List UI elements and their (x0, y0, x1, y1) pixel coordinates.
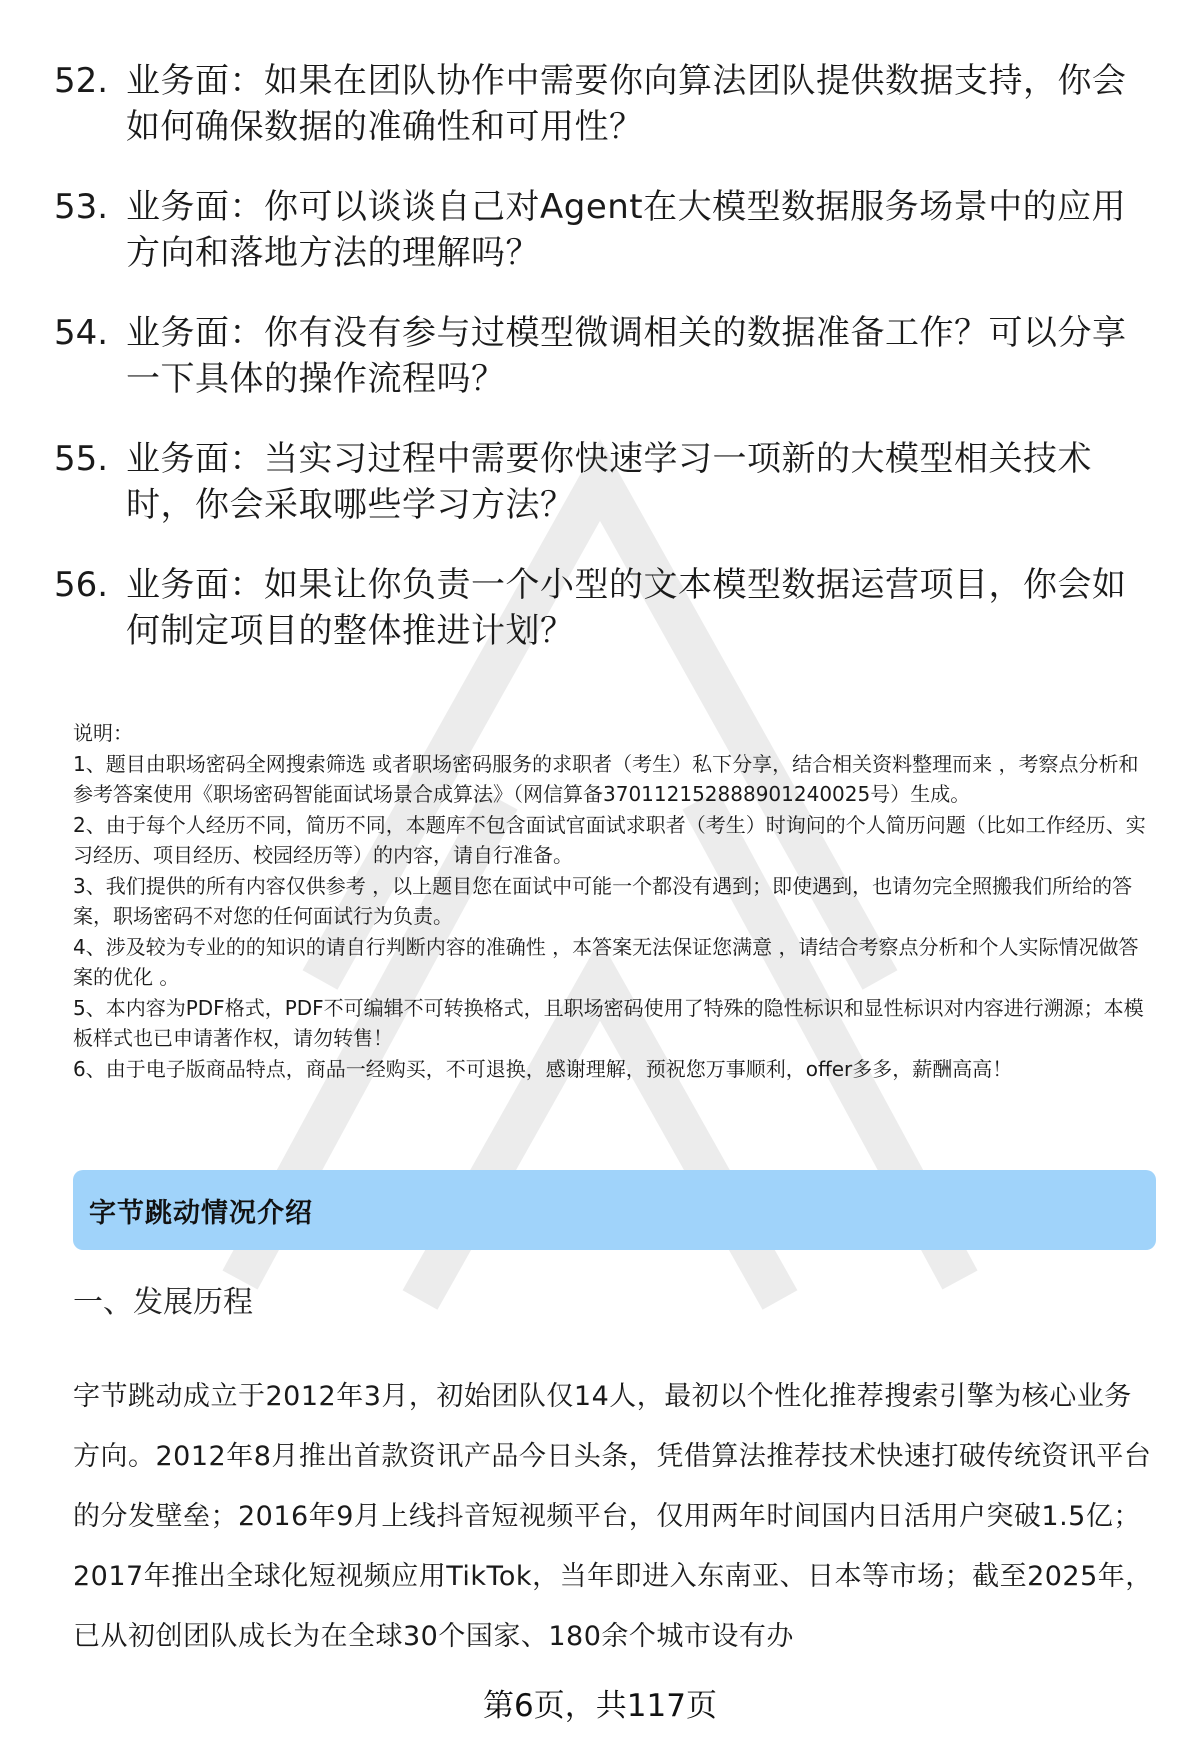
body-paragraph: 字节跳动成立于2012年3月，初始团队仅14人，最初以个性化推荐搜索引擎为核心业务方向。2012年8月推出首款资讯产品今日头条，凭借算法推荐技术快速打破传统资讯平台的分发壁垒；2016年9月上线抖音短视频平台，仅用两年时间国内日活用户突破1.5亿；2017年推出全球化短视频应用TikTok，当年即进入东南亚、日本等市场；截至2025年，已从初创团队成长为在全球30个国家、180余个城市设有办 (73, 1381, 1153, 1652)
note-item: 1、题目由职场密码全网搜索筛选 或者职场密码服务的求职者（考生）私下分享，结合相关资料整理而来 ，考察点分析和参考答案使用《职场密码智能面试场景合成算法》（网信算备37011215288890124002​5号）生成。 (73, 751, 1139, 806)
note-item: 6、由于电子版商品特点，商品一经购买，不可退换，感谢理解，预祝您万事顺利，offer多多，薪酬高高！ (73, 1056, 1013, 1081)
section-banner (73, 1170, 1156, 1250)
question-item (54, 184, 1144, 276)
banner-title: 字节跳动情况介绍 (89, 1197, 313, 1229)
disclaimer-notes (73, 718, 1158, 1084)
question-text: 业务面：你可以谈谈自己对Agent在大模型数据服务场景中的应用方向和落地方法的理解吗？ (126, 187, 1127, 273)
question-number: 56. (54, 565, 109, 605)
question-text: 业务面：如果让你负责一个小型的文本模型数据运营项目，你会如何制定项目的整体推进计划？ (126, 565, 1127, 651)
page-number: 第6页，共117页 (483, 1688, 717, 1724)
question-item (54, 562, 1144, 654)
question-item (54, 436, 1144, 528)
note-item: 5、本内容为PDF格式，PDF不可编辑不可转换格式，且职场密码使用了特殊的隐性标识和显性标识对内容进行溯源；本模板样式也已申请著作权，请勿转售！ (73, 995, 1144, 1050)
question-number: 53. (54, 187, 109, 227)
question-item (54, 310, 1144, 402)
question-text: 业务面：你有没有参与过模型微调相关的数据准备工作？可以分享一下具体的操作流程吗？ (126, 313, 1127, 399)
notes-title: 说明： (73, 721, 133, 745)
section-heading: 一、发展历程 (73, 1285, 253, 1320)
note-item: 4、涉及较为专业的的知识的请自行判断内容的准确性 ，本答案无法保证您满意 ，请结合考察点分析和个人实际情况做答案的优化 。 (73, 934, 1139, 989)
question-number: 52. (54, 61, 109, 101)
question-item (54, 58, 1144, 150)
question-list (54, 58, 1144, 688)
note-item: 3、我们提供的所有内容仅供参考 ，以上题目您在面试中可能一个都没有遇到；即使遇到，也请勿完全照搬我们所给的答案，职场密码不对您的任何面试行为负责。 (73, 873, 1133, 928)
question-number: 54. (54, 313, 109, 353)
question-number: 55. (54, 439, 109, 479)
question-text: 业务面：如果在团队协作中需要你向算法团队提供数据支持，你会如何确保数据的准确性和可用性？ (126, 61, 1127, 147)
note-item: 2、由于每个人经历不同，简历不同，本题库不包含面试官面试求职者（考生）时询问的个人简历问题（比如工作经历、实习经历、项目经历、校园经历等）的内容，请自行准备。 (73, 812, 1146, 867)
question-text: 业务面：当实习过程中需要你快速学习一项新的大模型相关技术时，你会采取哪些学习方法？ (126, 439, 1092, 525)
